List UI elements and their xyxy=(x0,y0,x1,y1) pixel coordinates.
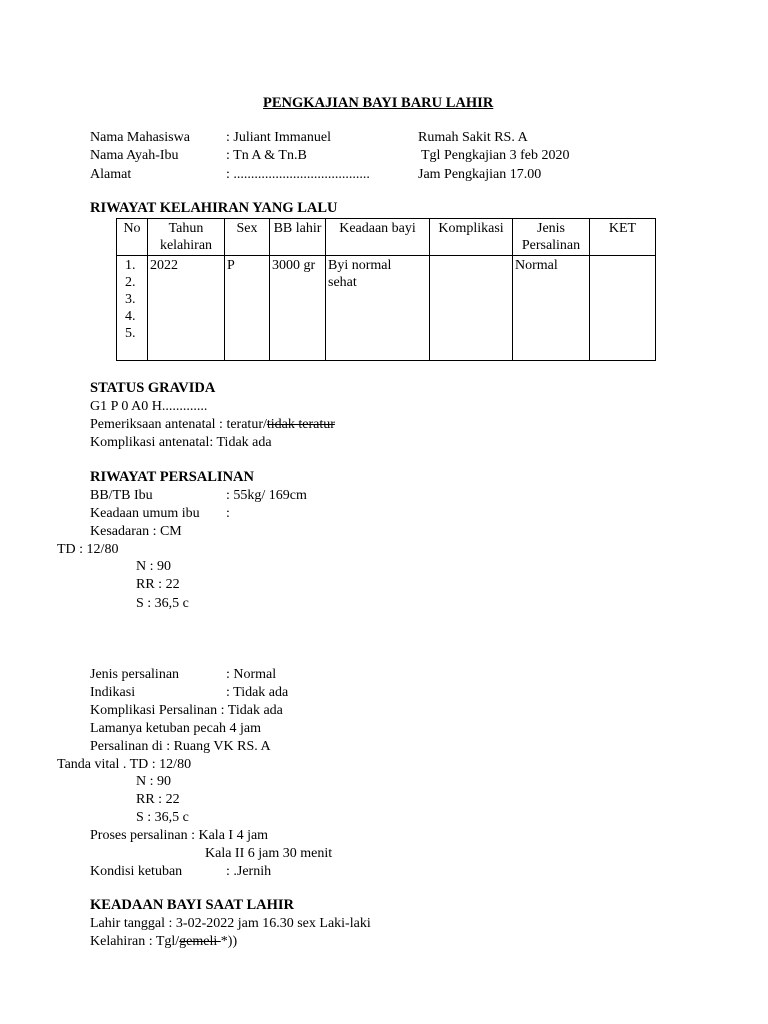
tgl-pengkajian: Tgl Pengkajian 3 feb 2020 xyxy=(421,148,570,163)
keadaan-umum-value: : xyxy=(226,506,230,521)
kelahiran-struck: gemeli xyxy=(179,934,221,949)
cell-komplikasi xyxy=(430,256,513,361)
kelahiran-suffix: *)) xyxy=(220,934,238,949)
cell-ket xyxy=(590,256,656,361)
cell-bb: 3000 gr xyxy=(270,256,326,361)
rumah-sakit: Rumah Sakit RS. A xyxy=(418,130,528,145)
lahir-tanggal: Lahir tanggal : 3-02-2022 jam 16.30 sex Laki-laki xyxy=(90,916,371,931)
ayah-ibu-label: Nama Ayah-Ibu xyxy=(90,148,179,163)
col-header-jenis: Jenis Persalinan xyxy=(513,219,590,256)
mahasiswa-value: : Juliant Immanuel xyxy=(226,130,331,145)
indikasi-value: : Tidak ada xyxy=(226,685,289,700)
document-title: PENGKAJIAN BAYI BARU LAHIR xyxy=(263,95,494,111)
indikasi-label: Indikasi xyxy=(90,685,136,700)
proses-persalinan: Proses persalinan : Kala I 4 jam xyxy=(90,828,269,843)
bbtb-label: BB/TB Ibu xyxy=(90,488,153,503)
table-row xyxy=(117,256,656,361)
col-header-ket: KET xyxy=(590,219,656,256)
cell-tahun: 2022 xyxy=(148,256,225,361)
cell-keadaan xyxy=(326,256,430,361)
col-header-sex: Sex xyxy=(225,219,270,256)
cell-jenis: Normal xyxy=(513,256,590,361)
row-numbers xyxy=(117,256,148,361)
col-header-tahun: Tahun kelahiran xyxy=(148,219,225,256)
row-number: 2. xyxy=(125,275,136,290)
cell-keadaan-line1: Byi normal xyxy=(328,258,392,273)
kelahiran-line xyxy=(90,933,237,950)
keadaan-umum-label: Keadaan umum ibu xyxy=(90,506,200,521)
tempat-persalinan: Persalinan di : Ruang VK RS. A xyxy=(90,739,271,754)
riwayat-kelahiran-table xyxy=(116,218,656,361)
bbtb-value: : 55kg/ 169cm xyxy=(226,488,307,503)
row-number: 1. xyxy=(125,258,136,273)
ketuban-label: Kondisi ketuban xyxy=(90,864,183,879)
jam-pengkajian: Jam Pengkajian 17.00 xyxy=(418,167,542,182)
rr2-line: RR : 22 xyxy=(136,792,180,807)
col-header-keadaan: Keadaan bayi xyxy=(326,219,430,256)
pemeriksaan-prefix: Pemeriksaan antenatal : teratur/ xyxy=(90,417,267,432)
jenis-persalinan-label: Jenis persalinan xyxy=(90,667,180,682)
kala-2: Kala II 6 jam 30 menit xyxy=(205,846,333,861)
gpa-line: G1 P 0 A0 H............. xyxy=(90,399,208,414)
col-header-komplikasi: Komplikasi xyxy=(430,219,513,256)
cell-sex: P xyxy=(225,256,270,361)
jenis-persalinan-value: : Normal xyxy=(226,667,277,682)
col-header-no: No xyxy=(117,219,148,256)
row-number: 4. xyxy=(125,309,136,324)
s2-line: S : 36,5 c xyxy=(136,810,189,825)
keadaan-bayi-heading: KEADAAN BAYI SAAT LAHIR xyxy=(90,897,294,913)
s-line: S : 36,5 c xyxy=(136,596,189,611)
lamanya-ketuban: Lamanya ketuban pecah 4 jam xyxy=(90,721,262,736)
kelahiran-prefix: Kelahiran : Tgl/ xyxy=(90,934,180,949)
komplikasi-persalinan: Komplikasi Persalinan : Tidak ada xyxy=(90,703,283,718)
tanda-vital: Tanda vital . TD : 12/80 xyxy=(57,757,192,772)
alamat-label: Alamat xyxy=(90,167,132,182)
col-header-bb: BB lahir xyxy=(270,219,326,256)
n-line: N : 90 xyxy=(136,559,171,574)
pemeriksaan-line xyxy=(90,416,335,433)
riwayat-persalinan-heading: RIWAYAT PERSALINAN xyxy=(90,469,254,485)
cell-keadaan-line2: sehat xyxy=(328,275,357,290)
kesadaran: Kesadaran : CM xyxy=(90,524,182,539)
riwayat-kelahiran-heading: RIWAYAT KELAHIRAN YANG LALU xyxy=(90,200,338,216)
alamat-value: : ....................................... xyxy=(226,167,370,182)
pemeriksaan-struck: tidak teratur xyxy=(266,417,335,432)
mahasiswa-label: Nama Mahasiswa xyxy=(90,130,190,145)
ayah-ibu-value: : Tn A & Tn.B xyxy=(226,148,307,163)
komplikasi-antenatal: Komplikasi antenatal: Tidak ada xyxy=(90,435,272,450)
n2-line: N : 90 xyxy=(136,774,171,789)
row-number: 3. xyxy=(125,292,136,307)
row-number: 5. xyxy=(125,326,136,341)
rr-line: RR : 22 xyxy=(136,577,180,592)
status-gravida-heading: STATUS GRAVIDA xyxy=(90,380,216,396)
td-line: TD : 12/80 xyxy=(57,542,119,557)
ketuban-value: : .Jernih xyxy=(226,864,272,879)
